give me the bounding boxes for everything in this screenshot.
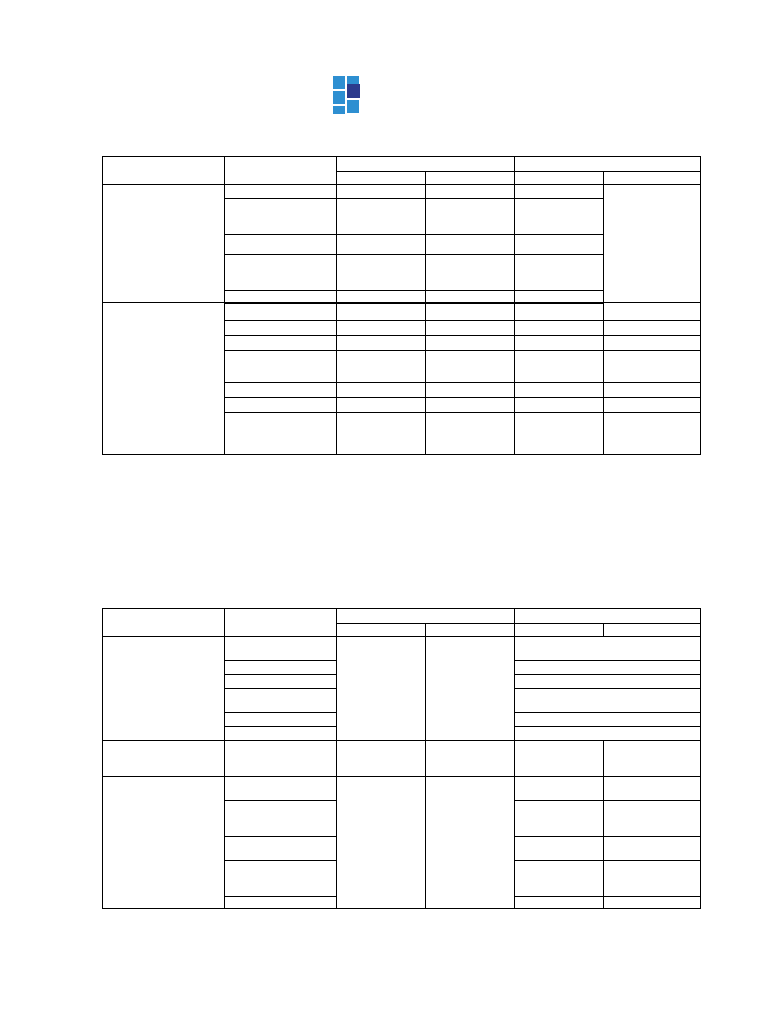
fee-type-levy (103, 741, 225, 777)
new-foreign-amount (604, 741, 701, 777)
header-old-foreign (426, 624, 515, 637)
new-local-amount (515, 321, 604, 336)
category-cell (225, 321, 337, 336)
category-cell (225, 837, 337, 861)
old-local-amount (337, 398, 426, 413)
category-cell (225, 303, 337, 321)
new-foreign-amount (604, 861, 701, 897)
table-row (103, 777, 701, 801)
header-old-local (337, 172, 426, 185)
fee-type-variation (103, 637, 225, 741)
new-fee-merged (515, 675, 701, 689)
new-foreign-amount (604, 336, 701, 351)
levy-row (103, 741, 701, 777)
logo-square-3 (333, 91, 345, 104)
old-local-amount (337, 321, 426, 336)
header-old-foreign (426, 172, 515, 185)
category-cell (225, 777, 337, 801)
header-type-of-fee (103, 157, 225, 185)
new-local-amount (515, 383, 604, 398)
new-foreign-amount (604, 897, 701, 909)
category-cell (225, 383, 337, 398)
category-cell (225, 861, 337, 897)
category-cell (225, 199, 337, 235)
old-local-no-previous-fee (337, 777, 426, 909)
category-cell (225, 255, 337, 291)
category-cell (225, 291, 337, 303)
fee-type-application (103, 185, 225, 303)
new-foreign-amount (604, 321, 701, 336)
category-cell (225, 675, 337, 689)
new-foreign-amount (604, 303, 701, 321)
old-local-amount (337, 303, 426, 321)
old-local-amount (337, 255, 426, 291)
category-cell (225, 185, 337, 199)
old-foreign-amount (426, 413, 515, 455)
category-cell (225, 235, 337, 255)
new-local-amount (515, 185, 604, 199)
header-new-local (515, 624, 604, 637)
category-cell (225, 801, 337, 837)
old-local-no-previous-fee (337, 637, 426, 741)
old-foreign-amount (426, 398, 515, 413)
header-new-local (515, 172, 604, 185)
old-local-amount (337, 291, 426, 303)
old-local-amount (337, 351, 426, 383)
table-row (103, 637, 701, 661)
header-type-of-hei (225, 157, 337, 185)
old-foreign-amount (426, 303, 515, 321)
fee-table-2 (102, 608, 701, 909)
logo-square-1 (333, 76, 345, 89)
header-new-fees (515, 157, 701, 172)
category-cell (225, 351, 337, 383)
new-local-amount (515, 336, 604, 351)
old-local-amount (337, 336, 426, 351)
new-foreign-amount (604, 351, 701, 383)
new-local-amount (515, 235, 604, 255)
category-cell (225, 897, 337, 909)
old-foreign-no-previous-fee (426, 637, 515, 741)
old-foreign-amount (426, 321, 515, 336)
new-local-amount (515, 255, 604, 291)
old-local-amount (337, 741, 426, 777)
old-foreign-amount (426, 235, 515, 255)
new-foreign-amount (604, 383, 701, 398)
old-local-amount (337, 413, 426, 455)
new-fee-merged (515, 661, 701, 675)
new-foreign-amount (604, 398, 701, 413)
header-type-of-hei (225, 609, 337, 637)
new-local-amount (515, 861, 604, 897)
new-foreign-amount (604, 801, 701, 837)
new-foreign-amount (604, 777, 701, 801)
old-local-amount (337, 235, 426, 255)
new-local-amount (515, 199, 604, 235)
header-new-foreign (604, 172, 701, 185)
new-fee-merged (515, 713, 701, 727)
fee-type-audit (103, 777, 225, 909)
old-local-amount (337, 199, 426, 235)
new-foreign-amount (604, 413, 701, 455)
new-local-amount (515, 741, 604, 777)
table-row (103, 185, 701, 199)
old-foreign-no-previous-fee (426, 777, 515, 909)
new-fee-merged (515, 727, 701, 741)
category-cell (225, 398, 337, 413)
old-local-amount (337, 383, 426, 398)
new-local-amount (515, 837, 604, 861)
new-local-amount (515, 398, 604, 413)
new-local-amount (515, 291, 604, 303)
logo-square-4 (347, 84, 360, 98)
new-foreign-amount (604, 837, 701, 861)
logo-square-6 (333, 106, 345, 114)
new-local-amount (515, 413, 604, 455)
new-fee-merged (515, 689, 701, 713)
old-local-amount (337, 185, 426, 199)
header-new-foreign (604, 624, 701, 637)
new-local-amount (515, 303, 604, 321)
header-new-fees (515, 609, 701, 624)
category-cell (225, 713, 337, 727)
old-foreign-amount (426, 291, 515, 303)
table-row (103, 303, 701, 321)
old-foreign-amount (426, 741, 515, 777)
fee-type-accreditation (103, 303, 225, 455)
new-local-amount (515, 777, 604, 801)
fee-table-1 (102, 156, 701, 455)
category-cell (225, 661, 337, 675)
header-type-of-fee (103, 609, 225, 637)
logo-square-5 (347, 100, 359, 113)
header-old-local (337, 624, 426, 637)
header-old-fee (337, 157, 515, 172)
category-cell (225, 689, 337, 713)
old-foreign-amount (426, 185, 515, 199)
old-foreign-amount (426, 199, 515, 235)
new-local-amount (515, 351, 604, 383)
old-foreign-amount (426, 336, 515, 351)
category-cell (225, 413, 337, 455)
new-local-amount (515, 801, 604, 837)
header-old-fee (337, 609, 515, 624)
category-cell (225, 637, 337, 661)
new-foreign-amount-merged (604, 185, 701, 303)
category-cell (225, 741, 337, 777)
category-cell (225, 727, 337, 741)
hea-logo (333, 74, 453, 116)
category-cell (225, 336, 337, 351)
new-fee-merged (515, 637, 701, 661)
old-foreign-amount (426, 383, 515, 398)
old-foreign-amount (426, 255, 515, 291)
old-foreign-amount (426, 351, 515, 383)
new-local-amount (515, 897, 604, 909)
